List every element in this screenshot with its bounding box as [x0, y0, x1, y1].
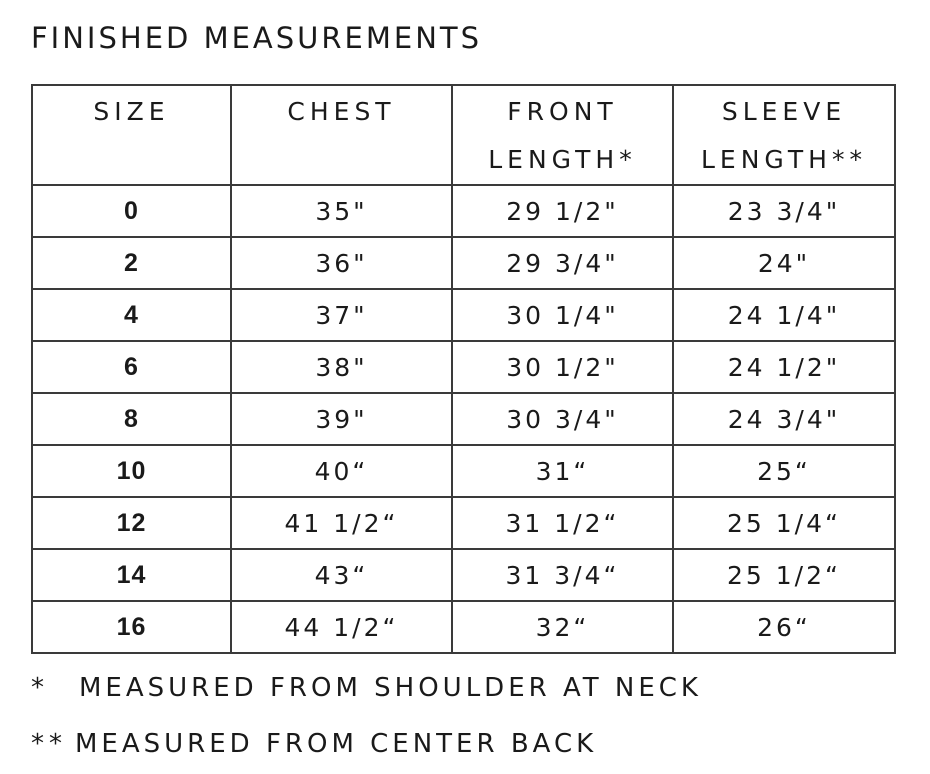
footnote-text: MEASURED FROM CENTER BACK — [75, 729, 598, 759]
chest-cell: 35" — [231, 185, 452, 237]
front-length-cell: 31 1/2“ — [452, 497, 673, 549]
chest-cell: 37" — [231, 289, 452, 341]
sleeve-length-cell: 24" — [673, 237, 895, 289]
size-cell: 16 — [32, 601, 231, 653]
chest-cell: 41 1/2“ — [231, 497, 452, 549]
sleeve-length-cell: 23 3/4" — [673, 185, 895, 237]
chest-cell: 39" — [231, 393, 452, 445]
table-row — [32, 289, 895, 341]
front-length-cell: 32“ — [452, 601, 673, 653]
chest-cell: 44 1/2“ — [231, 601, 452, 653]
table-row — [32, 341, 895, 393]
front-length-cell: 30 1/4" — [452, 289, 673, 341]
front-length-cell: 31 3/4“ — [452, 549, 673, 601]
sleeve-length-cell: 25“ — [673, 445, 895, 497]
footnote-sleeve-length — [31, 727, 597, 761]
chest-cell: 43“ — [231, 549, 452, 601]
sleeve-length-cell: 25 1/2“ — [673, 549, 895, 601]
chest-cell: 38" — [231, 341, 452, 393]
front-length-cell: 29 3/4" — [452, 237, 673, 289]
size-cell: 14 — [32, 549, 231, 601]
size-cell: 10 — [32, 445, 231, 497]
header-size-line1: SIZE — [93, 97, 170, 126]
footnote-front-length — [31, 671, 702, 705]
sleeve-length-cell: 24 1/4" — [673, 289, 895, 341]
sleeve-length-cell: 24 3/4" — [673, 393, 895, 445]
header-front-line2: LENGTH* — [488, 145, 637, 174]
size-cell: 8 — [32, 393, 231, 445]
page-title: FINISHED MEASUREMENTS — [31, 21, 483, 55]
sleeve-length-cell: 25 1/4“ — [673, 497, 895, 549]
header-front-line1: FRONT — [507, 97, 618, 126]
sleeve-length-cell: 24 1/2" — [673, 341, 895, 393]
table-row — [32, 549, 895, 601]
sleeve-length-cell: 26“ — [673, 601, 895, 653]
footnote-marker: ** — [31, 729, 67, 759]
header-sleeve-line2: LENGTH** — [701, 145, 867, 174]
size-cell: 4 — [32, 289, 231, 341]
size-cell: 6 — [32, 341, 231, 393]
front-length-cell: 29 1/2" — [452, 185, 673, 237]
header-sleeve-length — [673, 85, 895, 185]
table-row — [32, 497, 895, 549]
header-size — [32, 85, 231, 185]
size-cell: 0 — [32, 185, 231, 237]
table-row — [32, 393, 895, 445]
header-row — [32, 85, 895, 185]
header-sleeve-line1: SLEEVE — [721, 97, 847, 126]
size-cell: 2 — [32, 237, 231, 289]
size-cell: 12 — [32, 497, 231, 549]
chest-cell: 36" — [231, 237, 452, 289]
header-chest-line1: CHEST — [287, 97, 396, 126]
front-length-cell: 30 3/4" — [452, 393, 673, 445]
front-length-cell: 31“ — [452, 445, 673, 497]
table-row — [32, 185, 895, 237]
table-row — [32, 445, 895, 497]
measurements-table — [31, 84, 896, 654]
chest-cell: 40“ — [231, 445, 452, 497]
table-row — [32, 601, 895, 653]
front-length-cell: 30 1/2" — [452, 341, 673, 393]
footnote-text: MEASURED FROM SHOULDER AT NECK — [79, 673, 702, 703]
footnote-marker: * — [31, 673, 49, 703]
table-row — [32, 237, 895, 289]
header-front-length — [452, 85, 673, 185]
header-chest — [231, 85, 452, 185]
